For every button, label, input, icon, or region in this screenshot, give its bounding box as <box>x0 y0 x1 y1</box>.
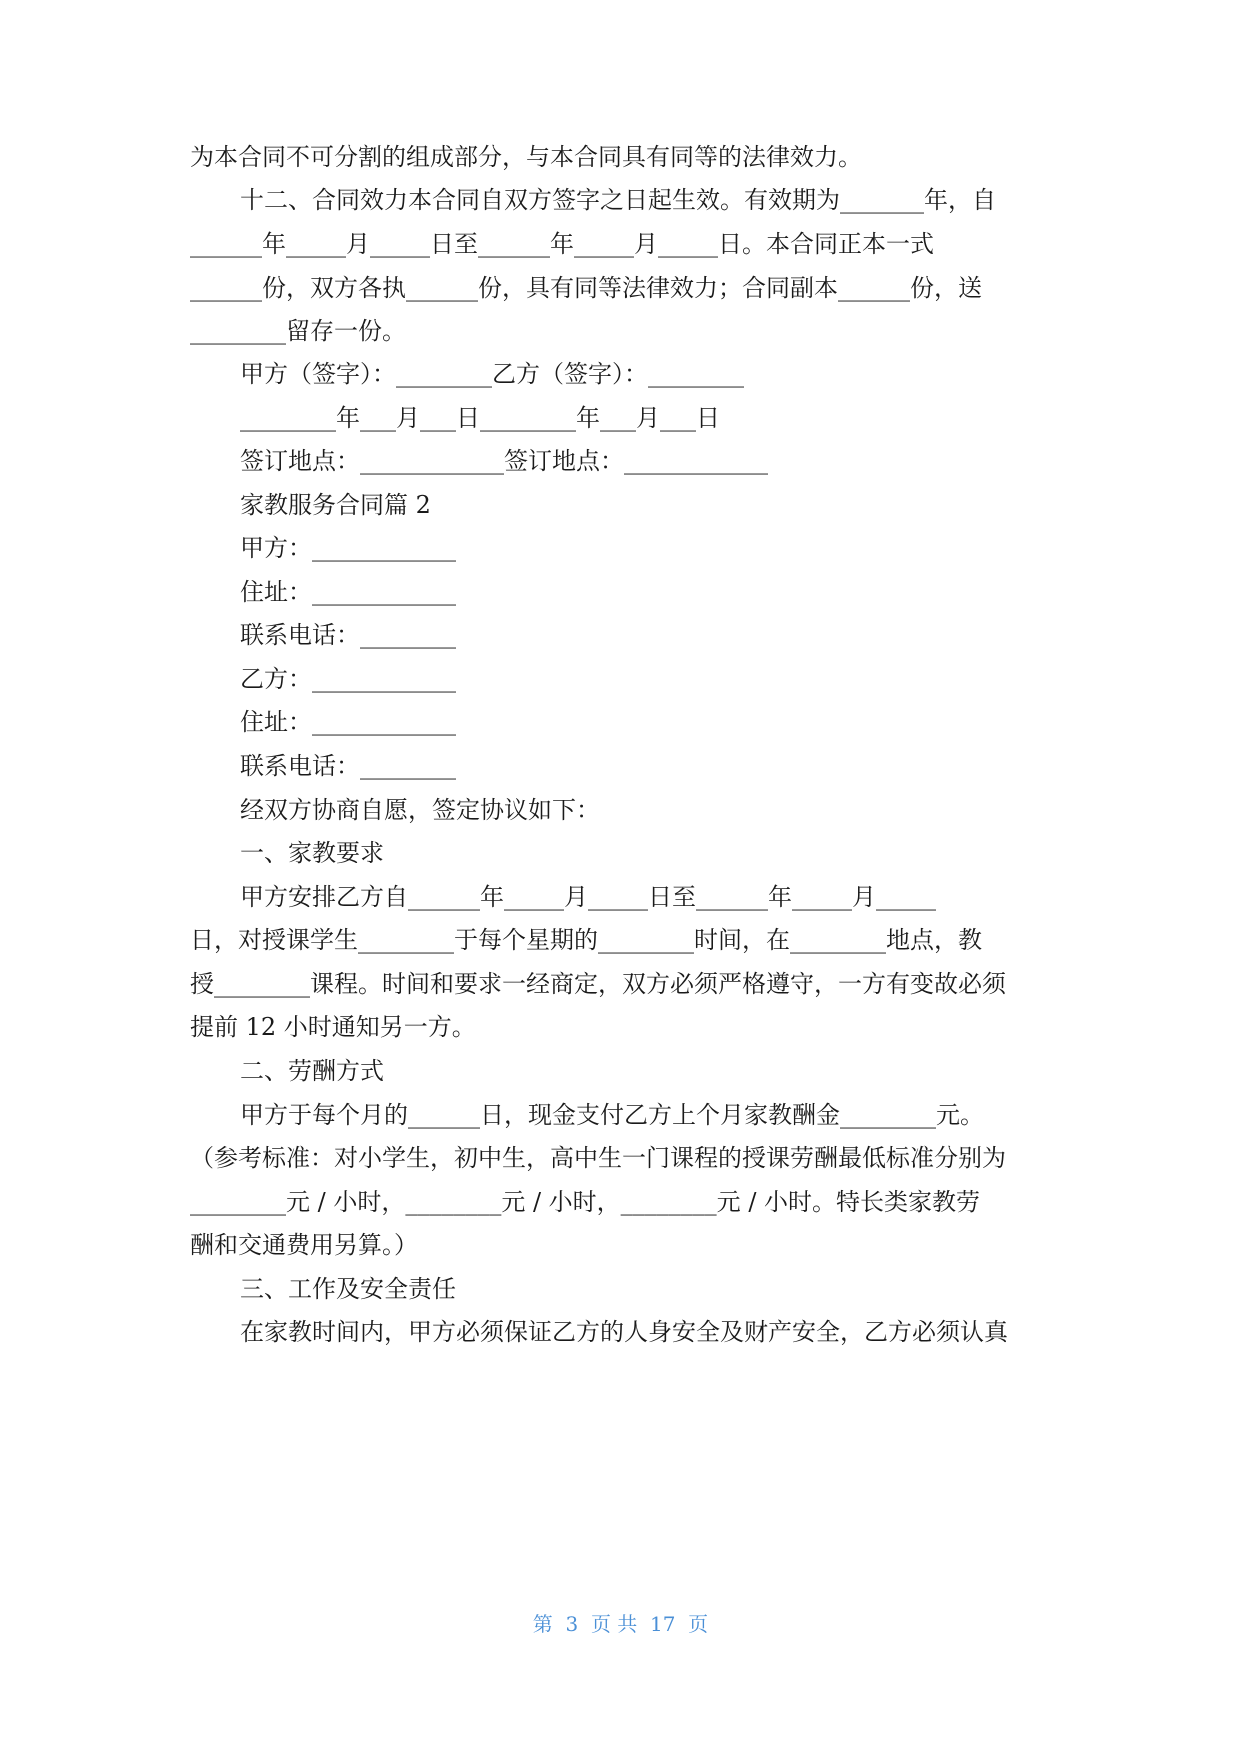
paragraph-line: 授________课程。时间和要求一经商定，双方必须严格遵守，一方有变故必须 <box>190 970 1006 998</box>
party-a-phone-field: 联系电话：________ <box>240 621 456 649</box>
clause-heading: 一、家教要求 <box>240 839 384 867</box>
paragraph-line: ______份，双方各执______份，具有同等法律效力；合同副本______份，送 <box>190 274 982 302</box>
paragraph-line: ________留存一份。 <box>190 317 406 345</box>
clause-heading: 二、劳酬方式 <box>240 1057 384 1085</box>
party-b-field: 乙方：____________ <box>240 665 456 693</box>
paragraph-line: 甲方于每个月的______日，现金支付乙方上个月家教酬金________元。 <box>240 1101 984 1129</box>
paragraph-line: 为本合同不可分割的组成部分，与本合同具有同等的法律效力。 <box>190 143 862 171</box>
signing-place-line: 签订地点：____________签订地点：____________ <box>240 447 768 475</box>
signature-line: 甲方（签字）：________乙方（签字）：________ <box>240 360 744 388</box>
party-b-phone-field: 联系电话：________ <box>240 752 456 780</box>
party-b-address-field: 住址：____________ <box>240 708 456 736</box>
paragraph-line: 酬和交通费用另算。） <box>190 1231 418 1259</box>
paragraph-line: ______年_____月_____日至______年_____月_____日。本合同正本一式 <box>190 230 934 258</box>
page-number-footer: 第 3 页 共 17 页 <box>532 1612 709 1636</box>
party-a-address-field: 住址：____________ <box>240 578 456 606</box>
paragraph-line: ________元 / 小时，________元 / 小时，________元 / 小时。特长类家教劳 <box>190 1188 981 1216</box>
paragraph-line: 在家教时间内，甲方必须保证乙方的人身安全及财产安全，乙方必须认真 <box>240 1318 1008 1346</box>
paragraph-line: （参考标准：对小学生，初中生，高中生一门课程的授课劳酬最低标准分别为 <box>190 1144 1006 1172</box>
clause-heading: 三、工作及安全责任 <box>240 1275 456 1303</box>
date-line: ________年___月___日________年___月___日 <box>240 404 720 432</box>
paragraph-line: 日，对授课学生________于每个星期的________时间，在________地点，教 <box>190 926 982 954</box>
section-title: 家教服务合同篇 2 <box>240 491 431 519</box>
paragraph-line: 提前 12 小时通知另一方。 <box>190 1013 476 1041</box>
paragraph-line: 甲方安排乙方自______年_____月_____日至______年_____月_____ <box>240 883 936 911</box>
party-a-field: 甲方：____________ <box>240 534 456 562</box>
paragraph-line: 经双方协商自愿，签定协议如下： <box>240 796 600 824</box>
paragraph-line: 十二、合同效力本合同自双方签字之日起生效。有效期为_______年，自 <box>240 186 996 214</box>
